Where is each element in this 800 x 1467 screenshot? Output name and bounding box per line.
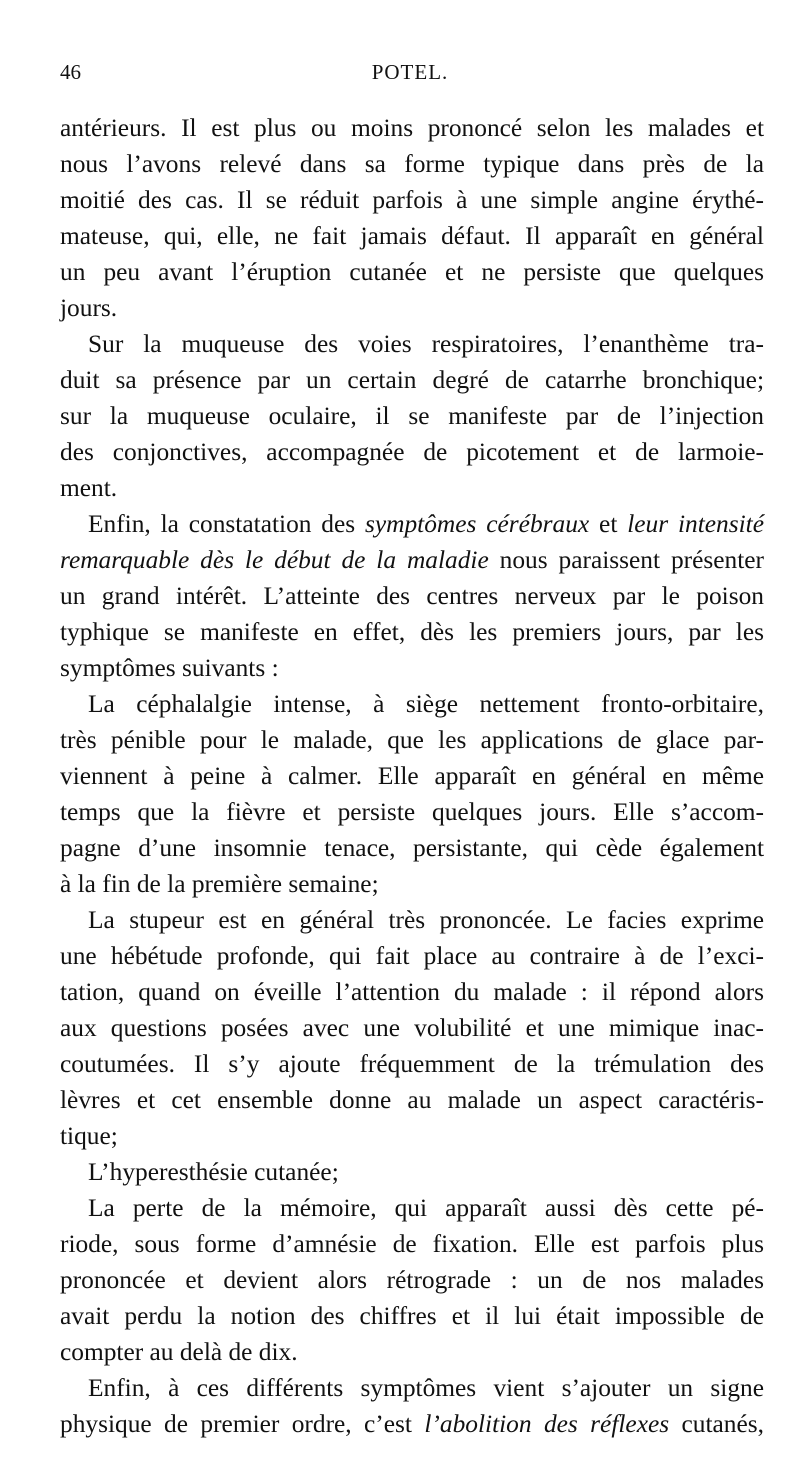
text-line: sur la muqueuse oculaire, il se manifeste par de l’injection — [60, 402, 764, 430]
text-line: mateuse, qui, elle, ne fait jamais défaut. Il apparaît en général — [60, 222, 764, 250]
text-line: riode, sous forme d’amnésie de fixation. Elle est parfois plus — [60, 1230, 764, 1258]
text-line: prononcée et devient alors rétrograde : un de nos malades — [60, 1266, 764, 1294]
page-number: 46 — [60, 60, 81, 84]
body-text — [60, 110, 764, 1442]
text-line: Sur la muqueuse des voies respiratoires, l’enanthème tra- — [88, 330, 764, 358]
text-line: très pénible pour le malade, que les applications de glace par- — [60, 726, 764, 754]
text-line: temps que la fièvre et persiste quelques jours. Elle s’accom- — [60, 798, 764, 826]
text-line: La perte de la mémoire, qui apparaît aussi dès cette pé- — [88, 1194, 764, 1222]
text-line: moitié des cas. Il se réduit parfois à une simple angine érythé- — [60, 186, 764, 214]
text-line: aux questions posées avec une volubilité et une mimique inac- — [60, 1014, 764, 1042]
text-line: un grand intérêt. L’atteinte des centres nerveux par le poison — [60, 582, 764, 610]
text-line: tation, quand on éveille l’attention du malade : il répond alors — [60, 978, 764, 1006]
text-line: avait perdu la notion des chiffres et il lui était impossible de — [60, 1302, 764, 1330]
text-line: un peu avant l’éruption cutanée et ne persiste que quelques — [60, 258, 764, 286]
text-line: L’hyperesthésie cutanée; — [88, 1158, 339, 1186]
text-line: La stupeur est en général très prononcée. Le facies exprime — [88, 906, 764, 934]
text-line: des conjonctives, accompagnée de picotement et de larmoie- — [60, 438, 764, 466]
text-line: compter au delà de dix. — [60, 1338, 298, 1366]
text-line: nous l’avons relevé dans sa forme typique dans près de la — [60, 150, 764, 178]
text-line: La céphalalgie intense, à siège nettement fronto-orbitaire, — [88, 690, 764, 718]
text-line: physique de premier ordre, c’est l’abolition des réflexes cutanés, — [60, 1410, 764, 1438]
text-line: Enfin, la constatation des symptômes cérébraux et leur intensité — [88, 510, 764, 538]
text-line: Enfin, à ces différents symptômes vient s’ajouter un signe — [88, 1374, 764, 1402]
text-line: lèvres et cet ensemble donne au malade un aspect caractéris- — [60, 1086, 764, 1114]
text-line: remarquable dès le début de la maladie nous paraissent présenter — [60, 546, 764, 574]
text-line: ment. — [60, 474, 118, 502]
page-header — [60, 60, 760, 90]
text-line: symptômes suivants : — [60, 654, 279, 682]
text-line: à la fin de la première semaine; — [60, 870, 379, 898]
text-line: viennent à peine à calmer. Elle apparaît en général en même — [60, 762, 764, 790]
text-line: antérieurs. Il est plus ou moins prononcé selon les malades et — [60, 114, 764, 142]
text-line: coutumées. Il s’y ajoute fréquemment de la trémulation des — [60, 1050, 764, 1078]
text-line: une hébétude profonde, qui fait place au contraire à de l’exci- — [60, 942, 764, 970]
text-line: pagne d’une insomnie tenace, persistante, qui cède également — [60, 834, 764, 862]
running-head: POTEL. — [371, 60, 449, 84]
text-line: jours. — [60, 294, 118, 322]
text-line: duit sa présence par un certain degré de catarrhe bronchique; — [60, 366, 764, 394]
text-line: typhique se manifeste en effet, dès les premiers jours, par les — [60, 618, 764, 646]
text-line: tique; — [60, 1122, 118, 1150]
